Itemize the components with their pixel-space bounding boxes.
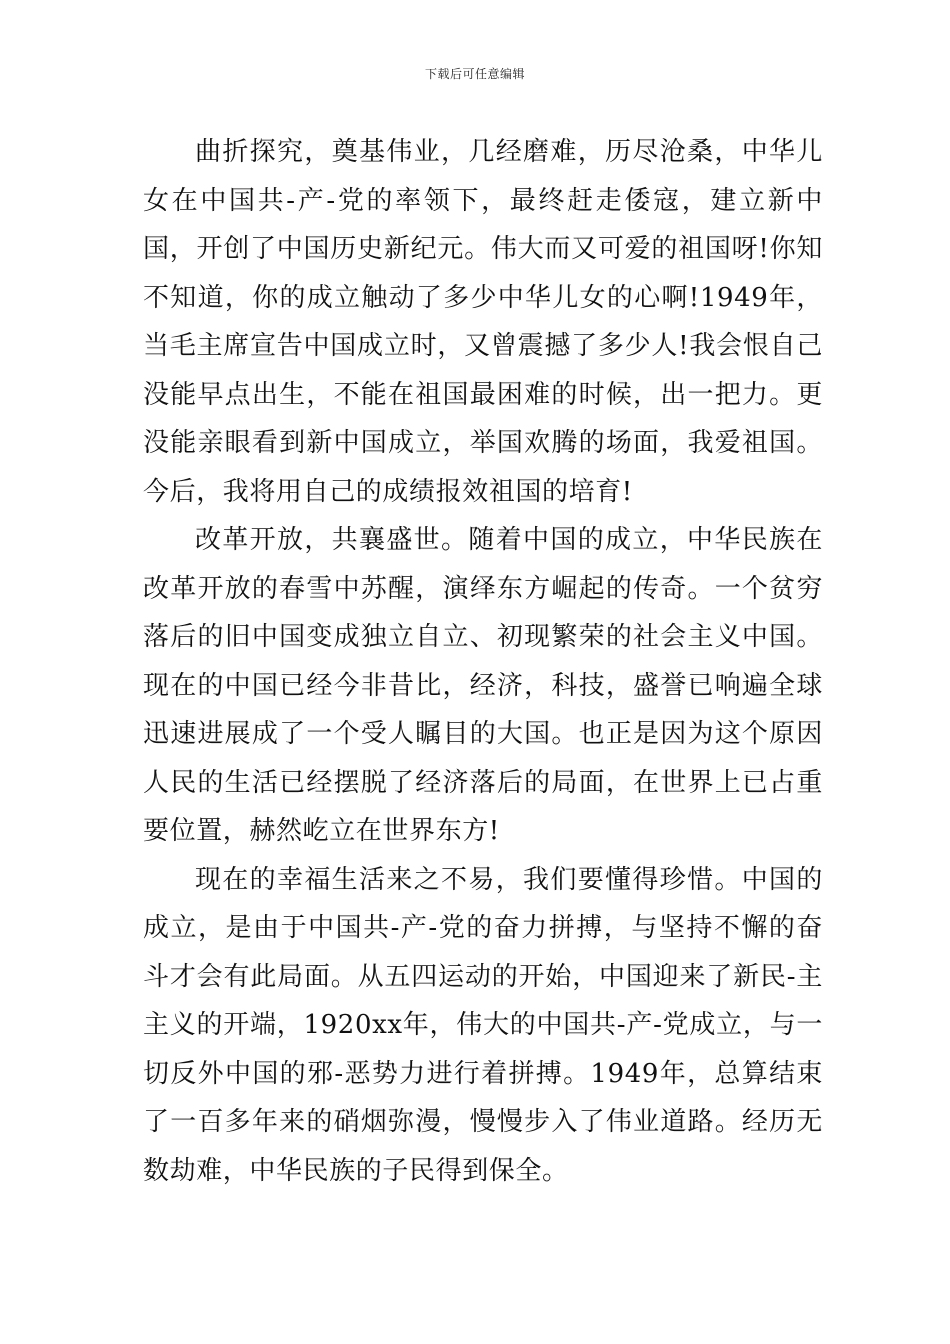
paragraph-1: 曲折探究，奠基伟业，几经磨难，历尽沧桑，中华儿女在中国共-产-党的率领下，最终赶走倭寇，建立新中国，开创了中国历史新纪元。伟大而又可爱的祖国呀!你知不知道，你的成立触动了多少中华儿女的心啊!1949年，当毛主席宣告中国成立时，又曾震撼了多少人!我会恨自己没能早点出生，不能在祖国最困难的时候，出一把力。更没能亲眼看到新中国成立，举国欢腾的场面，我爱祖国。今后，我将用自己的成绩报效祖国的培育!: [143, 137, 823, 507]
paragraph-3: 现在的幸福生活来之不易，我们要懂得珍惜。中国的成立，是由于中国共-产-党的奋力拼搏，与坚持不懈的奋斗才会有此局面。从五四运动的开始，中国迎来了新民-主主义的开端，1920xx年，伟大的中国共-产-党成立，与一切反外中国的邪-恶势力进行着拼搏。1949年，总算结束了一百多年来的硝烟弥漫，慢慢步入了伟业道路。经历无数劫难，中华民族的子民得到保全。: [143, 864, 823, 1186]
paragraph-2: 改革开放，共襄盛世。随着中国的成立，中华民族在改革开放的春雪中苏醒，演绎东方崛起的传奇。一个贫穷落后的旧中国变成独立自立、初现繁荣的社会主义中国。现在的中国已经今非昔比，经济，科技，盛誉已响遍全球迅速进展成了一个受人瞩目的大国。也正是因为这个原因人民的生活已经摆脱了经济落后的局面，在世界上已占重要位置，赫然屹立在世界东方!: [143, 525, 823, 846]
page-header: 下载后可任意编辑: [424, 67, 525, 81]
document-body: [143, 128, 823, 1195]
